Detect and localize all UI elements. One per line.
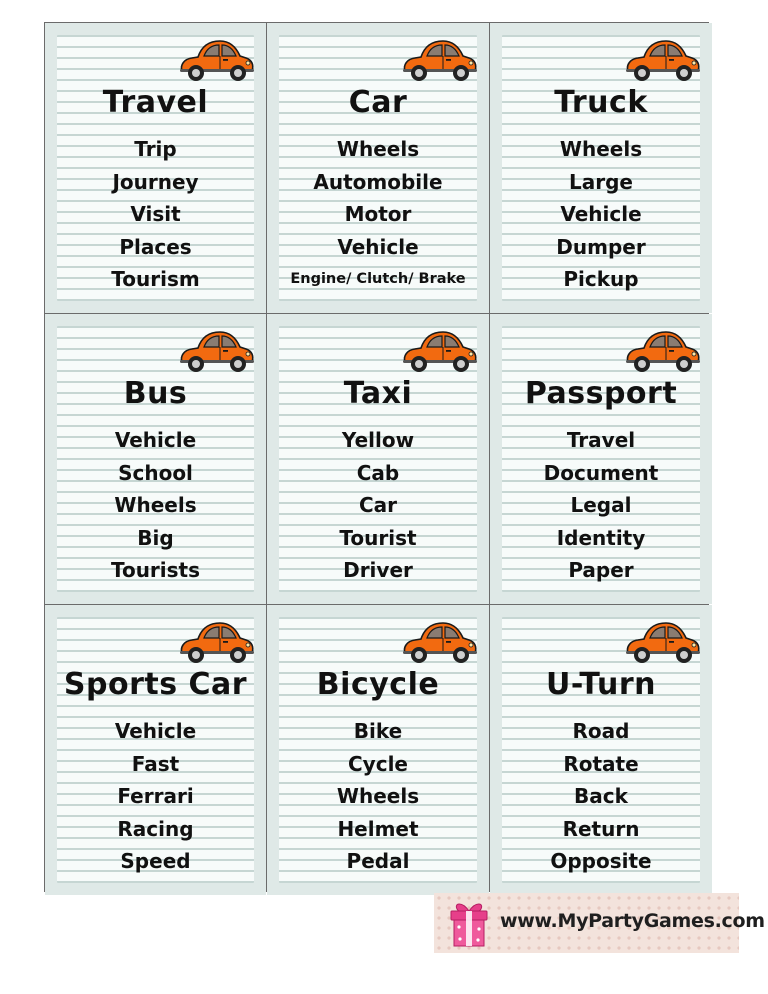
taboo-word: Wheels [336,784,420,808]
taboo-word: Tourism [111,267,200,291]
taboo-word: Places [119,234,192,259]
taboo-word: Automobile [313,169,443,194]
card-passport [490,314,712,604]
website-url: www.MyPartyGames.com [500,910,765,932]
taboo-word: Bike [353,719,403,743]
taboo-word: Tourists [110,558,201,582]
card-title: Bicycle [316,667,440,702]
card-title: Taxi [343,376,413,411]
card-title: Travel [102,85,209,120]
taboo-word-list [45,715,266,878]
taboo-word: Pedal [346,849,410,873]
taboo-word: Large [569,169,633,194]
taboo-word-list [45,133,266,296]
card-travel [45,23,266,313]
card-title: Sports Car [63,667,248,702]
taboo-word: Fast [131,751,180,776]
gift-box-icon [446,899,492,949]
card-title: U-Turn [545,667,657,702]
taboo-word: Return [562,816,640,841]
taboo-word: Visit [130,202,181,226]
taboo-word-list [490,424,712,587]
taboo-word-list [490,133,712,296]
taboo-word: Rotate [563,751,639,776]
taboo-word: Document [543,460,659,485]
taboo-word: Journey [112,169,199,194]
taboo-word: Paper [568,558,634,582]
taboo-word: Helmet [337,816,419,841]
taboo-word-list [267,133,489,296]
card-bus [45,314,266,604]
taboo-word: Back [574,784,628,808]
card-u-turn [490,605,712,895]
taboo-word: Vehicle [560,202,642,226]
orange-car-icon [399,328,479,374]
taboo-word: Travel [566,428,636,452]
taboo-word: Wheels [559,137,643,161]
card-grid [44,22,709,892]
card-title: Car [348,85,408,120]
card-title: Passport [524,376,678,411]
taboo-word: Ferrari [117,784,194,808]
card-taxi [267,314,489,604]
taboo-word: Yellow [341,428,415,452]
taboo-word: Racing [117,816,194,841]
taboo-word: Pickup [563,267,639,291]
taboo-word: Vehicle [337,234,419,259]
taboo-word: Driver [343,558,413,582]
card-title: Truck [554,85,648,120]
taboo-word: Wheels [336,137,420,161]
taboo-word: Big [137,525,174,550]
card-car [267,23,489,313]
taboo-word: Identity [556,525,646,550]
taboo-word: Legal [570,493,632,517]
taboo-word: Cycle [348,751,408,776]
taboo-word: Engine/ Clutch/ Brake [290,271,466,287]
taboo-word: Car [358,493,398,517]
taboo-word-list [267,424,489,587]
card-title: Bus [123,376,188,411]
taboo-word: Cab [356,460,400,485]
card-bicycle [267,605,489,895]
taboo-word: Speed [120,849,191,873]
taboo-word: Opposite [550,849,652,873]
card-truck [490,23,712,313]
orange-car-icon [622,37,702,83]
card-sports-car [45,605,266,895]
taboo-word: Trip [134,137,177,161]
taboo-word-list [490,715,712,878]
orange-car-icon [399,37,479,83]
taboo-word: Road [572,719,630,743]
orange-car-icon [176,328,256,374]
orange-car-icon [399,619,479,665]
orange-car-icon [176,37,256,83]
orange-car-icon [176,619,256,665]
taboo-word: Dumper [556,234,646,259]
taboo-word: Motor [344,202,412,226]
taboo-word-list [45,424,266,587]
taboo-word: Tourist [339,525,417,550]
taboo-word: School [118,460,193,485]
orange-car-icon [622,619,702,665]
taboo-word: Vehicle [114,428,197,452]
taboo-word: Vehicle [114,719,197,743]
taboo-word: Wheels [114,493,197,517]
orange-car-icon [622,328,702,374]
website-banner [434,893,765,953]
taboo-word-list [267,715,489,878]
